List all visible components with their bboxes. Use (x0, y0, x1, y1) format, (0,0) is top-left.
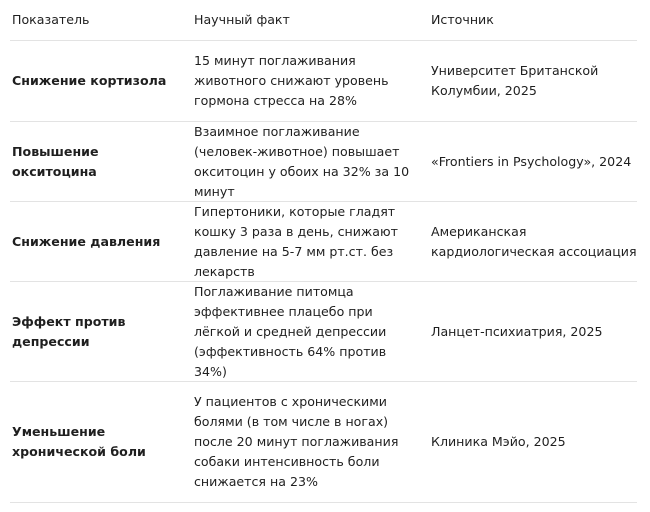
indicator-cell (12, 122, 184, 201)
header-indicator (12, 0, 184, 40)
fact-text: 15 минут поглаживания животного снижают уровень гормона стресса на 28% (194, 53, 389, 108)
indicator-cell (12, 202, 184, 281)
fact-cell (194, 282, 416, 381)
source-text: «Frontiers in Psychology», 2024 (431, 153, 632, 169)
source-text: Клиника Мэйо, 2025 (431, 434, 566, 449)
table-row (10, 41, 637, 122)
indicator-text: Снижение давления (12, 233, 161, 249)
table-row (10, 282, 637, 382)
fact-cell (194, 122, 416, 201)
indicator-text: Снижение кортизола (12, 73, 167, 88)
source-text: Университет Британской Колумбии, 2025 (431, 63, 599, 98)
table-header-row (10, 0, 637, 41)
table-row (10, 202, 637, 282)
fact-text: Взаимное поглаживание (человек-животное) повышает окситоцин у обоих на 32% за 10 минут (194, 123, 410, 199)
header-source-label: Источник (431, 12, 494, 27)
source-cell (431, 382, 637, 502)
header-source (431, 0, 637, 40)
indicator-cell (12, 41, 184, 121)
source-text: Ланцет-психиатрия, 2025 (431, 323, 603, 339)
fact-text: У пациентов с хроническими болями (в том числе в ногах) после 20 минут поглаживания собаки интенсивность боли снижается на 23% (194, 394, 399, 489)
source-cell (431, 282, 637, 381)
source-cell (431, 41, 637, 121)
header-fact-label: Научный факт (194, 12, 290, 27)
fact-text: Поглаживание питомца эффективнее плацебо при лёгкой и средней депрессии (эффективность 64% против 34%) (194, 283, 387, 379)
indicator-text: Повышение окситоцина (12, 143, 99, 179)
fact-text: Гипертоники, которые гладят кошку 3 раза в день, снижают давление на 5-7 мм рт.ст. без лекарств (194, 203, 398, 279)
indicator-text: Эффект против депрессии (12, 313, 126, 349)
header-fact (194, 0, 416, 40)
source-text: Американская кардиологическая ассоциация (431, 223, 637, 259)
source-cell (431, 202, 637, 281)
indicator-cell (12, 382, 184, 502)
indicator-cell (12, 282, 184, 381)
fact-cell (194, 382, 416, 502)
fact-cell (194, 202, 416, 281)
fact-cell (194, 41, 416, 121)
indicator-text: Уменьшение хронической боли (12, 424, 146, 459)
table-row (10, 382, 637, 503)
table-row (10, 122, 637, 202)
source-cell (431, 122, 637, 201)
header-indicator-label: Показатель (12, 12, 90, 27)
